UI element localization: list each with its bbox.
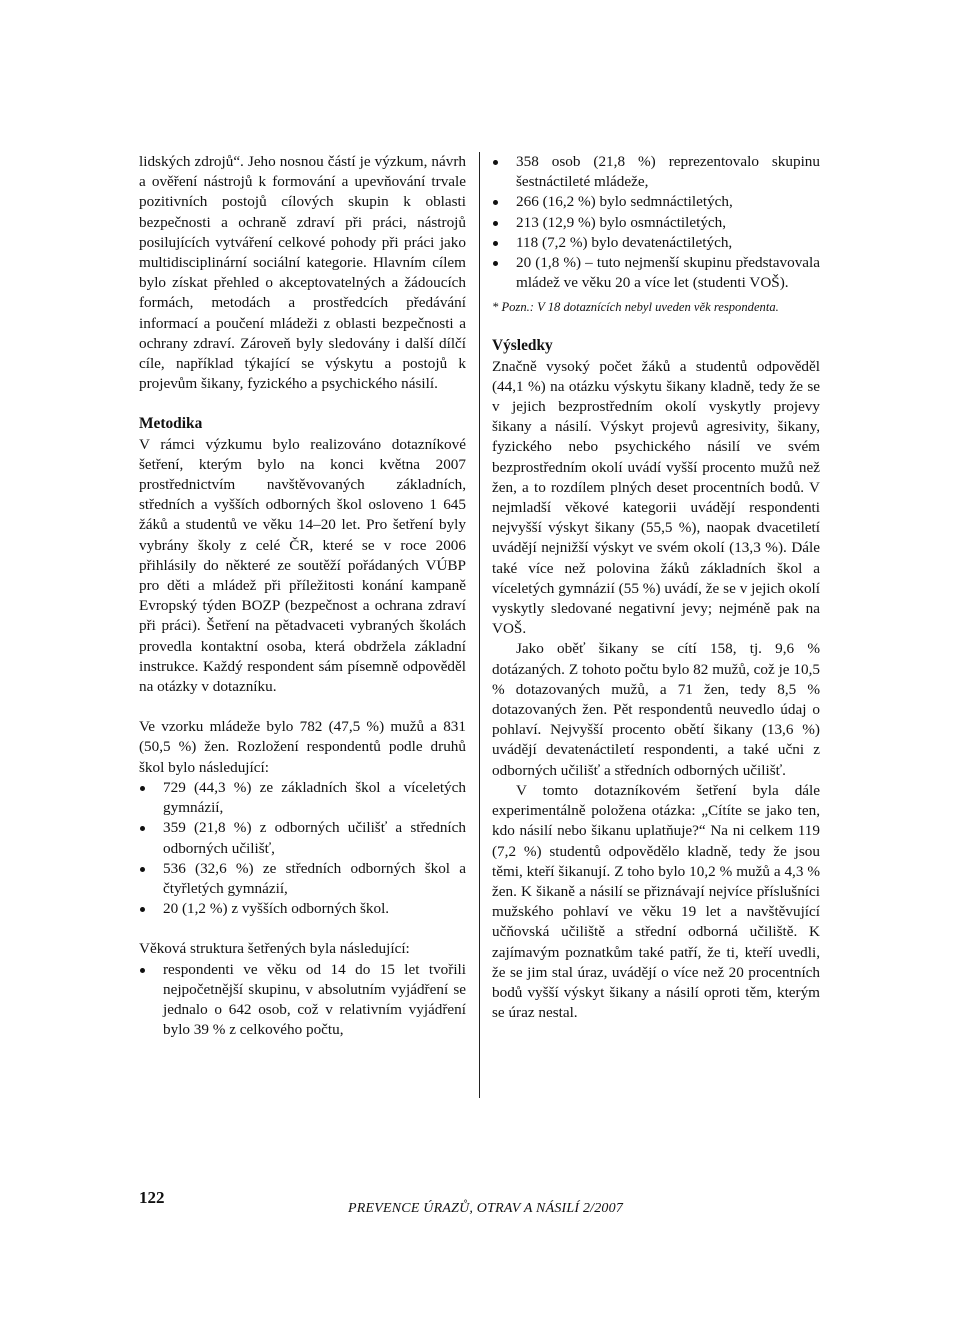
vysledky-paragraph-3: V tomto dotazníkovém šetření byla dále experimentálně položena otázka: „Cítíte se jako ten, kdo násilí nebo šikanu uplatňuje?“ Na ni celkem 119 (7,2 %) studentů odpovědělo kladně, tedy že jsou těmi, kteří šikanují. Z toho bylo 10,2 % mužů a 4,3 % žen. K šikaně a násilí se přiznávají nejvíce příslušníci mužského pohlaví ve věku 19 let a navštěvující učňovská učiliště a střední odborná učiliště. K zajímavým poznatkům také patří, že ti, kteří uvedli, že se jim stal úraz, uvádějí o více než 20 procentních bodů vyšší výskyt šikany a násilí oproti těm, kterým se úraz nestal.: [492, 781, 820, 1022]
list-item: 213 (12,9 %) bylo osmnáctiletých,: [492, 213, 820, 233]
age-list-left: [139, 960, 466, 1041]
school-types-list: [139, 778, 466, 919]
age-list-right: [492, 152, 820, 293]
list-item: 118 (7,2 %) bylo devatenáctiletých,: [492, 233, 820, 253]
vysledky-paragraph-2: Jako oběť šikany se cítí 158, tj. 9,6 % dotázaných. Z tohoto počtu bylo 82 mužů, což je 10,5 % dotazovaných mužů, a 71 žen, tedy 8,5 % dotazovaných žen. Pět respondentů neuvedlo údaj o pohlaví. Nejvyšší procento obětí šikany (13,6 %) uvádějí devatenáctiletí respondenti, a také učni z odborných učilišť a středních odborných učilišť.: [492, 640, 820, 779]
list-item: 536 (32,6 %) ze středních odborných škol a čtyřletých gymnázií,: [139, 859, 466, 899]
left-column: [139, 152, 466, 1040]
vysledky-heading: Výsledky: [492, 337, 553, 355]
list-item: 358 osob (21,8 %) reprezentovalo skupinu šestnáctileté mládeže,: [492, 152, 820, 192]
right-column: [492, 152, 820, 1023]
list-item: 359 (21,8 %) z odborných učilišť a středních odborných učilišť,: [139, 818, 466, 858]
metodika-heading: Metodika: [139, 415, 203, 433]
column-divider: [479, 152, 480, 1098]
age-structure-paragraph: Věková struktura šetřených byla následující:: [139, 940, 410, 958]
list-item: 20 (1,8 %) – tuto nejmenší skupinu představovala mládež ve věku 20 a více let (studenti VOŠ).: [492, 253, 820, 293]
intro-paragraph: lidských zdrojů“. Jeho nosnou částí je výzkum, návrh a ověření nástrojů k formování a upevňování trvale pozitivních postojů cílových skupin k oblasti bezpečnosti a ochraně zdraví při práci, nástrojů posilujících vytváření celkové pohody při práci jako multidisciplinární sociální kategorie. Hlavním cílem bylo získat přehled o akceptovatelných a žádoucích formách, metodách a prostředcích předávání informací a poučení mládeži z oblasti bezpečnosti a ochrany zdraví. Zároveň byly sledovány i další dílčí cíle, například týkající se výskytu a postojů k projevům šikany, fyzického a psychického násilí.: [139, 153, 466, 393]
vysledky-paragraph-1: Značně vysoký počet žáků a studentů odpověděl (44,1 %) na otázku výskytu šikany kladně, tedy že se v jejich bezprostředním okolí vyskytly projevy šikany a násilí. Výskyt projevů agresivity, šikany, fyzického nebo psychického násilí ve svém bezprostředním okolí uvádí vyšší procento mužů než žen, a to rozdílem plných deset procentních bodů. V nejmladší věkové kategorii uvádějí respondenti nejvyšší výskyt šikany (55,5 %), naopak dvacetiletí uvádějí nejnižší výskyt ve svém okolí (13,3 %). Dále také více než polovina žáků základních škol a víceletých gymnázií (55 %) uvádí, že se v jejich okolí vyskytly sledované negativní jevy; nejméně pak na VOŠ.: [492, 357, 820, 638]
list-item: respondenti ve věku od 14 do 15 let tvořili nejpočetnější skupinu, v absolutním vyjádření se jednalo o 642 osob, což v relativním vyjádření bylo 39 % z celkového počtu,: [139, 960, 466, 1041]
list-item: 729 (44,3 %) ze základních škol a víceletých gymnázií,: [139, 778, 466, 818]
page-number: 122: [139, 1188, 165, 1207]
list-item: 20 (1,2 %) z vyšších odborných škol.: [139, 899, 466, 919]
list-item: 266 (16,2 %) bylo sedmnáctiletých,: [492, 192, 820, 212]
age-note: * Pozn.: V 18 dotaznících nebyl uveden věk respondenta.: [492, 300, 779, 315]
journal-footer: PREVENCE ÚRAZŮ, OTRAV A NÁSILÍ 2/2007: [348, 1201, 624, 1216]
sample-paragraph: Ve vzorku mládeže bylo 782 (47,5 %) mužů a 831 (50,5 %) žen. Rozložení respondentů podle druhů škol bylo následující:: [139, 718, 466, 776]
metodika-paragraph: V rámci výzkumu bylo realizováno dotazníkové šetření, kterým bylo na konci května 2007 prostřednictvím navštěvovaných základních, středních a vyšších odborných škol osloveno 1 645 žáků a studentů ve věku 14–20 let. Pro šetření byly vybrány školy z celé ČR, které se v roce 2006 přihlásily do některé ze soutěží pořádaných VÚBP pro děti a mládež při příležitosti konání kampaně Evropský týden BOZP (bezpečnost a ochrana zdraví při práci). Šetření na pětadvaceti vybraných školách provedla kontaktní osoba, která obdržela základní instrukce. Každý respondent sám písemně odpověděl na otázky v dotazníku.: [139, 435, 466, 696]
